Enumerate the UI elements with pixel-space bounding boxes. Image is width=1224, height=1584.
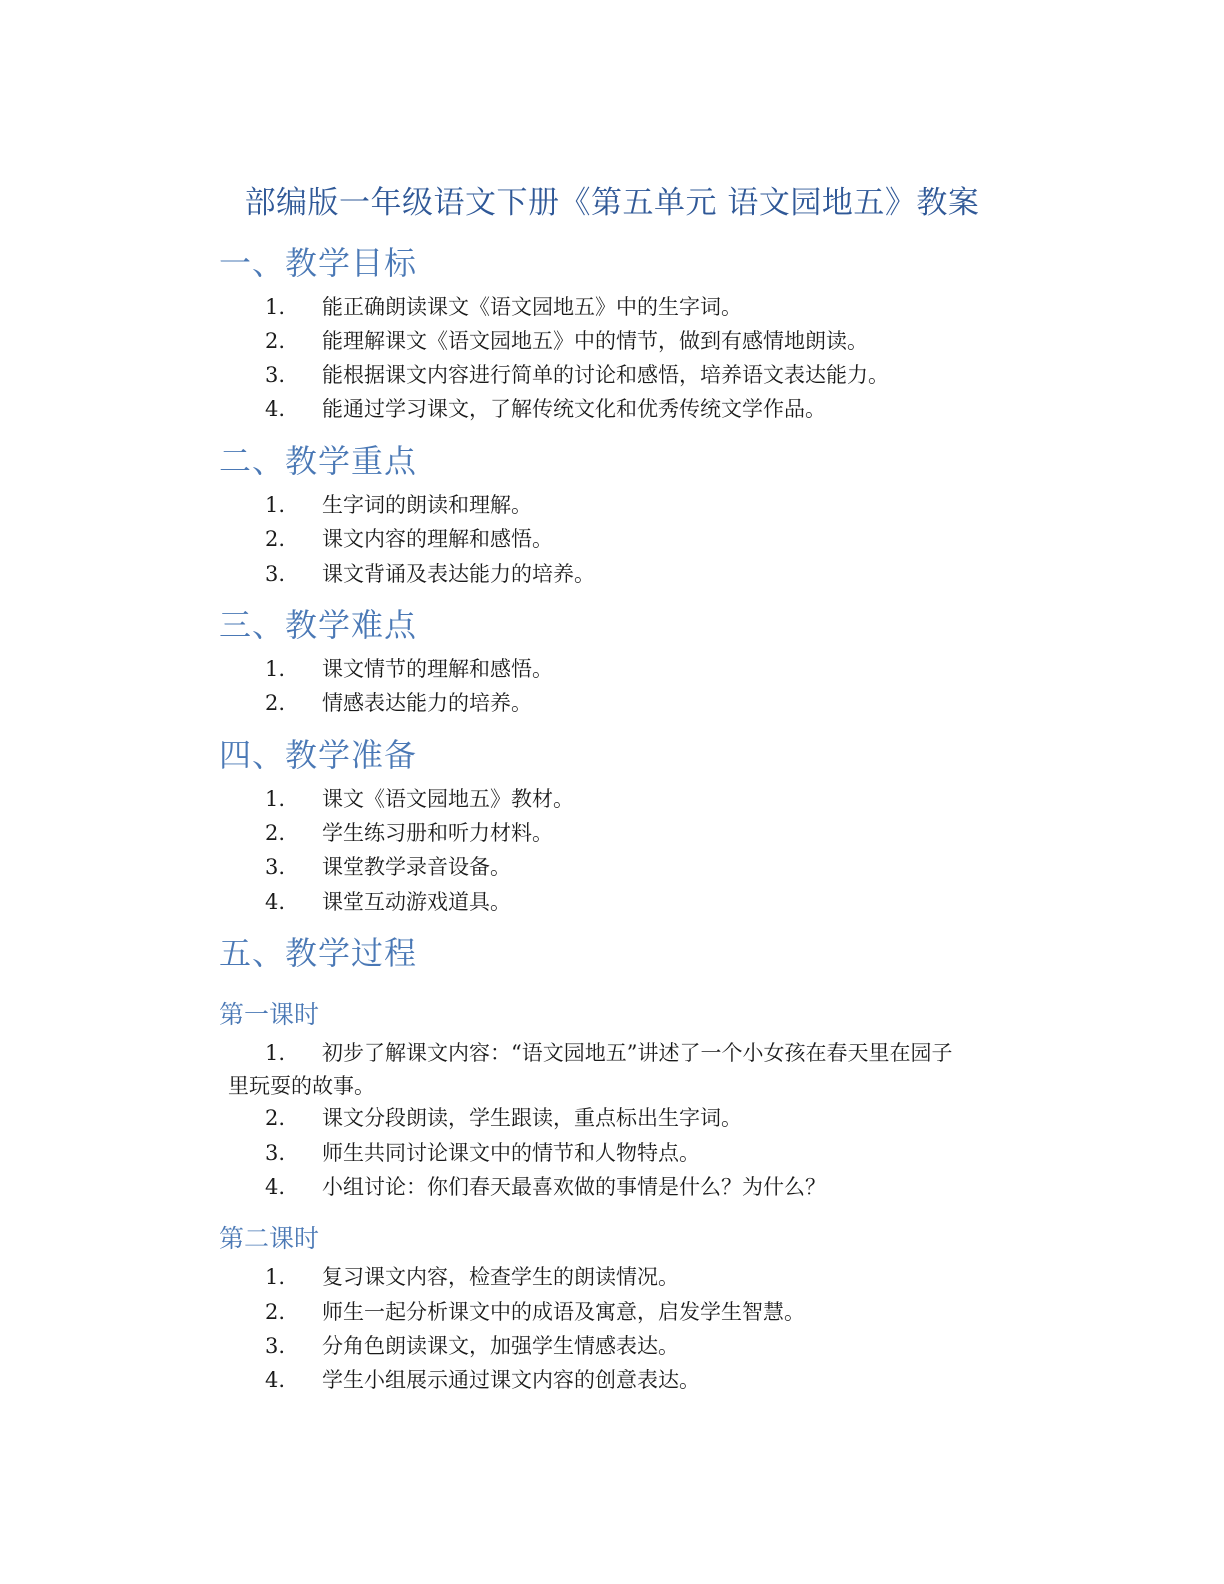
list-text: 课堂教学录音设备。 xyxy=(322,855,511,879)
list-number: 3. xyxy=(265,855,286,879)
list-number: 2. xyxy=(265,821,286,845)
list-number: 4. xyxy=(265,397,286,421)
document-title: 部编版一年级语文下册《第五单元 语文园地五》教案 xyxy=(244,185,980,221)
section-heading-objectives: 一、教学目标 xyxy=(219,244,418,282)
list-number: 1. xyxy=(265,493,286,517)
list-text: 能通过学习课文，了解传统文化和优秀传统文学作品。 xyxy=(322,397,826,421)
list-text: 课文背诵及表达能力的培养。 xyxy=(322,562,595,586)
list-text: 小组讨论：你们春天最喜欢做的事情是什么？为什么？ xyxy=(322,1175,826,1199)
list-text: 课文《语文园地五》教材。 xyxy=(322,787,574,811)
list-text: 能理解课文《语文园地五》中的情节，做到有感情地朗读。 xyxy=(322,329,868,353)
list-text: 课堂互动游戏道具。 xyxy=(322,890,511,914)
list-number: 3. xyxy=(265,1334,286,1358)
section-heading-preparation: 四、教学准备 xyxy=(219,736,418,774)
subsection-heading-lesson-2: 第二课时 xyxy=(219,1224,320,1253)
list-number: 2. xyxy=(265,1300,286,1324)
list-text: 课文分段朗读，学生跟读，重点标出生字词。 xyxy=(322,1106,742,1130)
list-number: 2. xyxy=(265,1106,286,1130)
list-text: 分角色朗读课文，加强学生情感表达。 xyxy=(322,1334,679,1358)
list-number: 3. xyxy=(265,363,286,387)
section-heading-difficulties: 三、教学难点 xyxy=(219,606,418,644)
list-text: 学生小组展示通过课文内容的创意表达。 xyxy=(322,1368,700,1392)
list-text: 生字词的朗读和理解。 xyxy=(322,493,532,517)
list-text: 复习课文内容，检查学生的朗读情况。 xyxy=(322,1265,679,1289)
list-number: 1. xyxy=(265,657,286,681)
list-number: 2. xyxy=(265,691,286,715)
subsection-heading-lesson-1: 第一课时 xyxy=(219,1000,320,1029)
list-number: 2. xyxy=(265,329,286,353)
list-number: 1. xyxy=(265,1041,286,1065)
list-text: 学生练习册和听力材料。 xyxy=(322,821,553,845)
list-number: 3. xyxy=(265,562,286,586)
list-number: 1. xyxy=(265,787,286,811)
list-number: 3. xyxy=(265,1141,286,1165)
list-number: 1. xyxy=(265,295,286,319)
section-heading-key-points: 二、教学重点 xyxy=(219,442,418,480)
list-text: 师生共同讨论课文中的情节和人物特点。 xyxy=(322,1141,700,1165)
list-number: 4. xyxy=(265,890,286,914)
list-text: 课文情节的理解和感悟。 xyxy=(322,657,553,681)
list-number: 4. xyxy=(265,1368,286,1392)
section-heading-process: 五、教学过程 xyxy=(219,934,418,972)
list-text: 课文内容的理解和感悟。 xyxy=(322,527,553,551)
list-number: 1. xyxy=(265,1265,286,1289)
list-text: 师生一起分析课文中的成语及寓意，启发学生智慧。 xyxy=(322,1300,805,1324)
list-number: 4. xyxy=(265,1175,286,1199)
list-number: 2. xyxy=(265,527,286,551)
list-text-continuation: 里玩耍的故事。 xyxy=(228,1074,375,1098)
list-text: 情感表达能力的培养。 xyxy=(322,691,532,715)
list-text: 初步了解课文内容：“语文园地五”讲述了一个小女孩在春天里在园子 xyxy=(322,1041,953,1065)
list-text: 能根据课文内容进行简单的讨论和感悟，培养语文表达能力。 xyxy=(322,363,889,387)
list-text: 能正确朗读课文《语文园地五》中的生字词。 xyxy=(322,295,742,319)
